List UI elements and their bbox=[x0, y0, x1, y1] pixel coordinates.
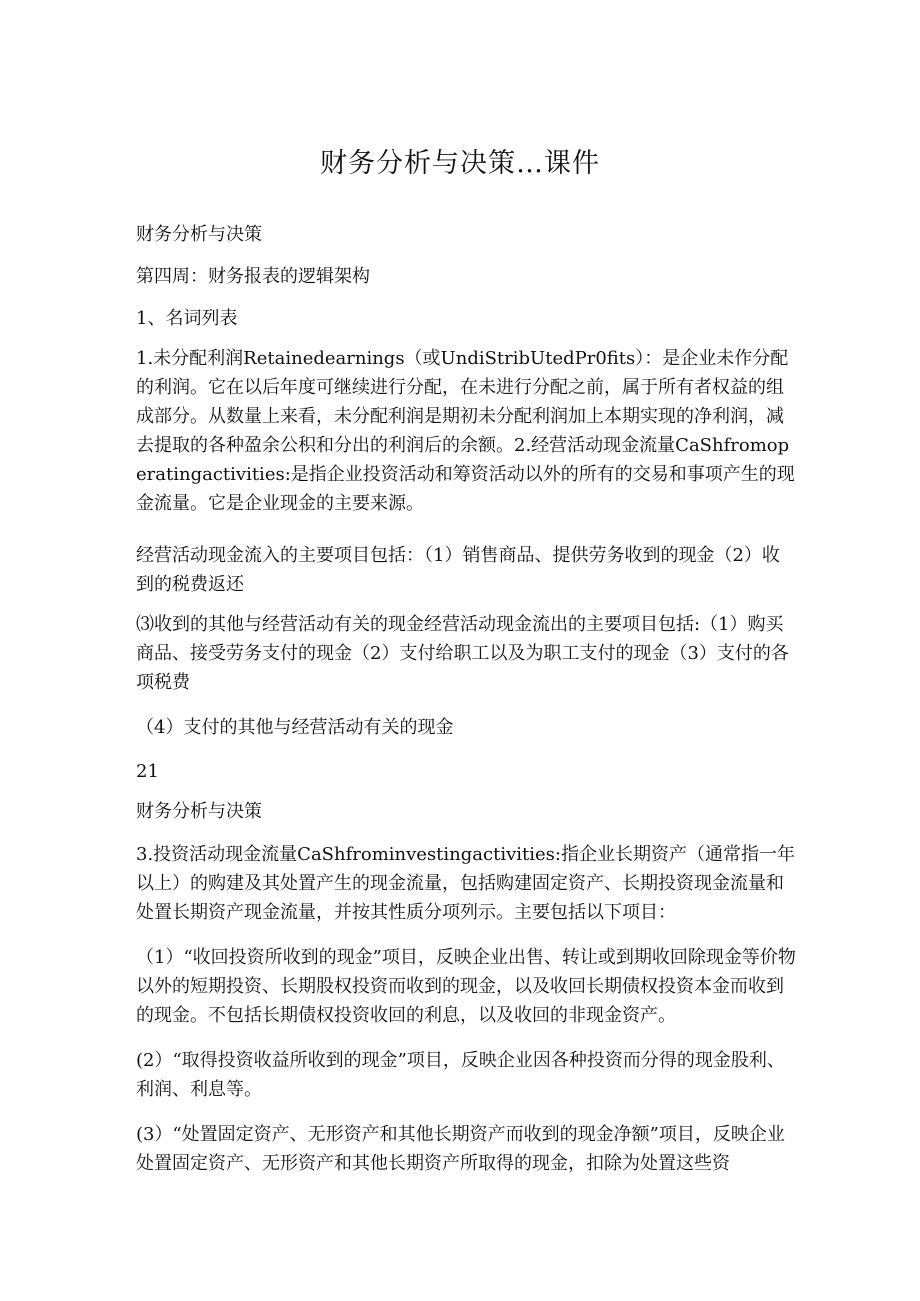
glossary-heading: 1、名词列表 bbox=[136, 308, 238, 329]
paragraph-item-1: （1）“收回投资所收到的现金”项目，反映企业出售、转让或到期收回除现金等价物以外的短期投资、长期股权投资而收到的现金，以及收回长期债权投资本金而收到的现金。不包括长期债权投资收回的利息，以及收回的非现金资产。 bbox=[136, 947, 796, 1026]
week-heading: 第四周：财务报表的逻辑架构 bbox=[136, 266, 370, 287]
paragraph-retained-earnings: 1.未分配利润Retainedearnings（或UndiStribUtedPr0fits）：是企业未作分配的利润。它在以后年度可继续进行分配，在未进行分配之前，属于所有者权益的组成部分。从数量上来看，未分配利润是期初未分配利润加上本期实现的净利润，减去提取的各种盈余公积和分出的利润后的余额。2.经营活动现金流量CaShfromoperatingactivities:是指企业投资活动和筹资活动以外的所有的交易和事项产生的现金流量。它是企业现金的主要来源。 bbox=[136, 348, 795, 514]
paragraph-other-outflows: （4）支付的其他与经营活动有关的现金 bbox=[136, 717, 454, 738]
paragraph-item-2: (2）“取得投资收益所收到的现金”项目，反映企业因各种投资而分得的现金股利、利润、利息等。 bbox=[136, 1050, 785, 1100]
paragraph-item-3: (3）“处置固定资产、无形资产和其他长期资产而收到的现金净额”项目，反映企业处置固定资产、无形资产和其他长期资产所取得的现金，扣除为处置这些资 bbox=[136, 1124, 785, 1174]
page-number: 21 bbox=[136, 761, 159, 782]
paragraph-operating-outflows: ⑶收到的其他与经营活动有关的现金经营活动现金流出的主要项目包括:（1）购买商品、接受劳务支付的现金（2）支付给职工以及为职工支付的现金（3）支付的各项税费 bbox=[136, 614, 789, 693]
paragraph-investing-activities: 3.投资活动现金流量CaShfrominvestingactivities:指企业长期资产（通常指一年以上）的购建及其处置产生的现金流量，包括购建固定资产、长期投资现金流量和处置长期资产现金流量，并按其性质分项列示。主要包括以下项目： bbox=[136, 844, 795, 923]
running-header: 财务分析与决策 bbox=[136, 801, 262, 822]
document-title: 财务分析与决策…课件 bbox=[320, 148, 600, 179]
paragraph-operating-inflows: 经营活动现金流入的主要项目包括：（1）销售商品、提供劳务收到的现金（2）收到的税费返还 bbox=[136, 545, 780, 595]
section-heading: 财务分析与决策 bbox=[136, 224, 262, 245]
